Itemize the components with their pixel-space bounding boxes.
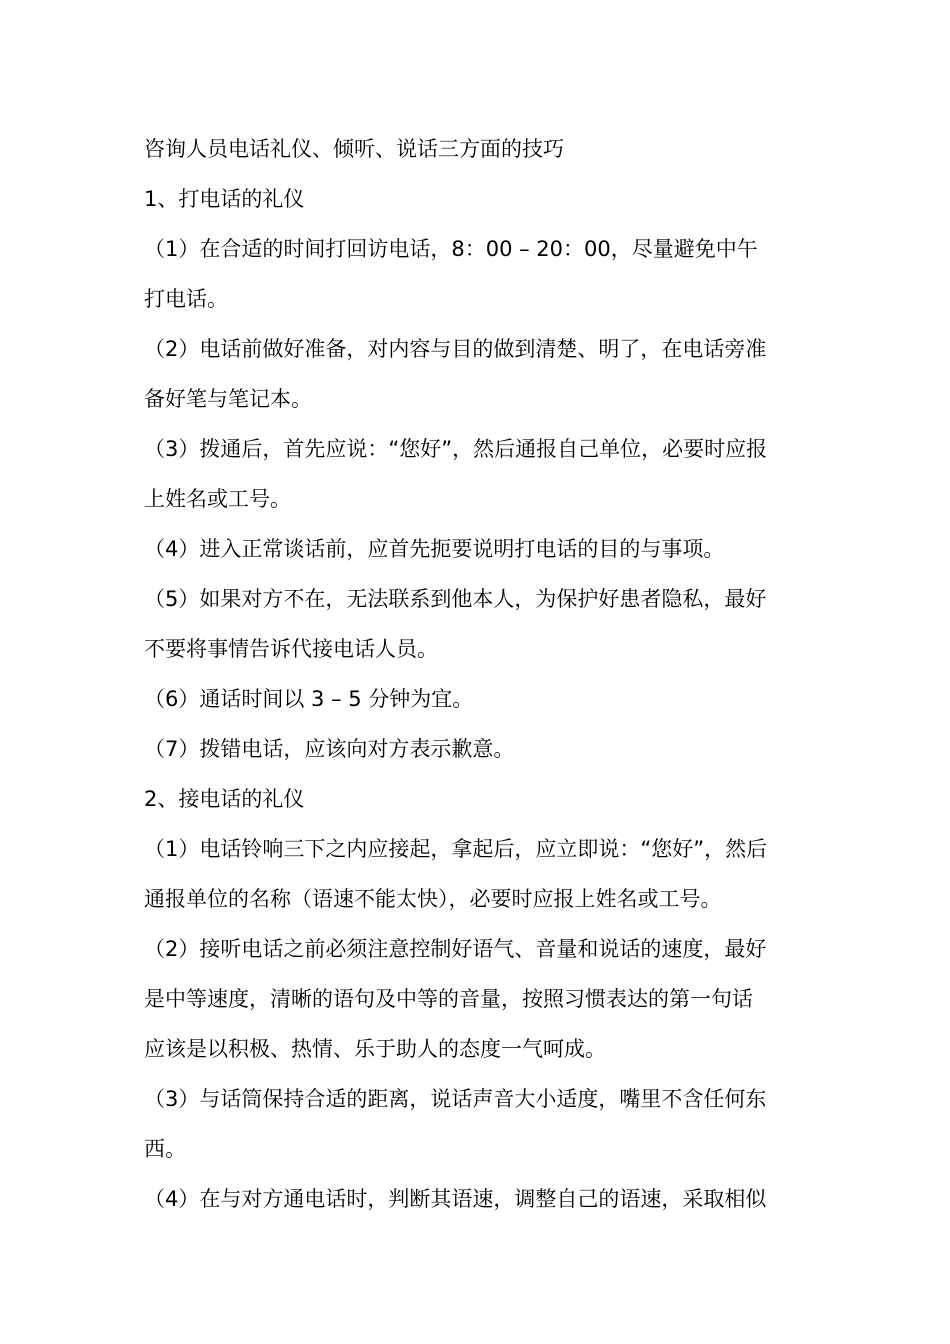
paragraph-line: （6）通话时间以 3 – 5 分钟为宜。 — [144, 687, 474, 711]
paragraph-line: （1）电话铃响三下之内应接起，拿起后，应立即说：“您好”，然后 — [144, 837, 768, 861]
document-body — [144, 124, 808, 1224]
paragraph-line: （2）接听电话之前必须注意控制好语气、音量和说话的速度，最好 — [144, 937, 767, 961]
section-heading: 2、接电话的礼仪 — [144, 787, 305, 811]
paragraph-line: （2）电话前做好准备，对内容与目的做到清楚、明了，在电话旁准 — [144, 337, 767, 361]
document-title: 咨询人员电话礼仪、倾听、说话三方面的技巧 — [144, 137, 564, 161]
paragraph-line: 应该是以积极、热情、乐于助人的态度一气呵成。 — [144, 1037, 606, 1061]
paragraph-line: （3）拨通后，首先应说：“您好”，然后通报自己单位，必要时应报 — [144, 437, 768, 461]
paragraph-line: （5）如果对方不在，无法联系到他本人，为保护好患者隐私，最好 — [144, 587, 767, 611]
paragraph-line: （4）进入正常谈话前，应首先扼要说明打电话的目的与事项。 — [144, 537, 725, 561]
paragraph-line: 是中等速度，清晰的语句及中等的音量，按照习惯表达的第一句话 — [144, 987, 753, 1011]
paragraph-line: （3）与话筒保持合适的距离，说话声音大小适度，嘴里不含任何东 — [144, 1087, 767, 1111]
paragraph-line: 不要将事情告诉代接电话人员。 — [144, 637, 438, 661]
paragraph-line: 西。 — [144, 1137, 186, 1161]
paragraph-line: （7）拨错电话，应该向对方表示歉意。 — [144, 737, 515, 761]
section-heading: 1、打电话的礼仪 — [144, 187, 305, 211]
paragraph-line: 上姓名或工号。 — [144, 487, 291, 511]
paragraph-line: 备好笔与笔记本。 — [144, 387, 312, 411]
paragraph-line: 打电话。 — [144, 287, 228, 311]
paragraph-line: （1）在合适的时间打回访电话，8：00 – 20：00，尽量避免中午 — [144, 237, 758, 261]
paragraph-line: 通报单位的名称（语速不能太快），必要时应报上姓名或工号。 — [144, 887, 722, 911]
paragraph-line: （4）在与对方通电话时，判断其语速，调整自己的语速，采取相似 — [144, 1187, 767, 1211]
